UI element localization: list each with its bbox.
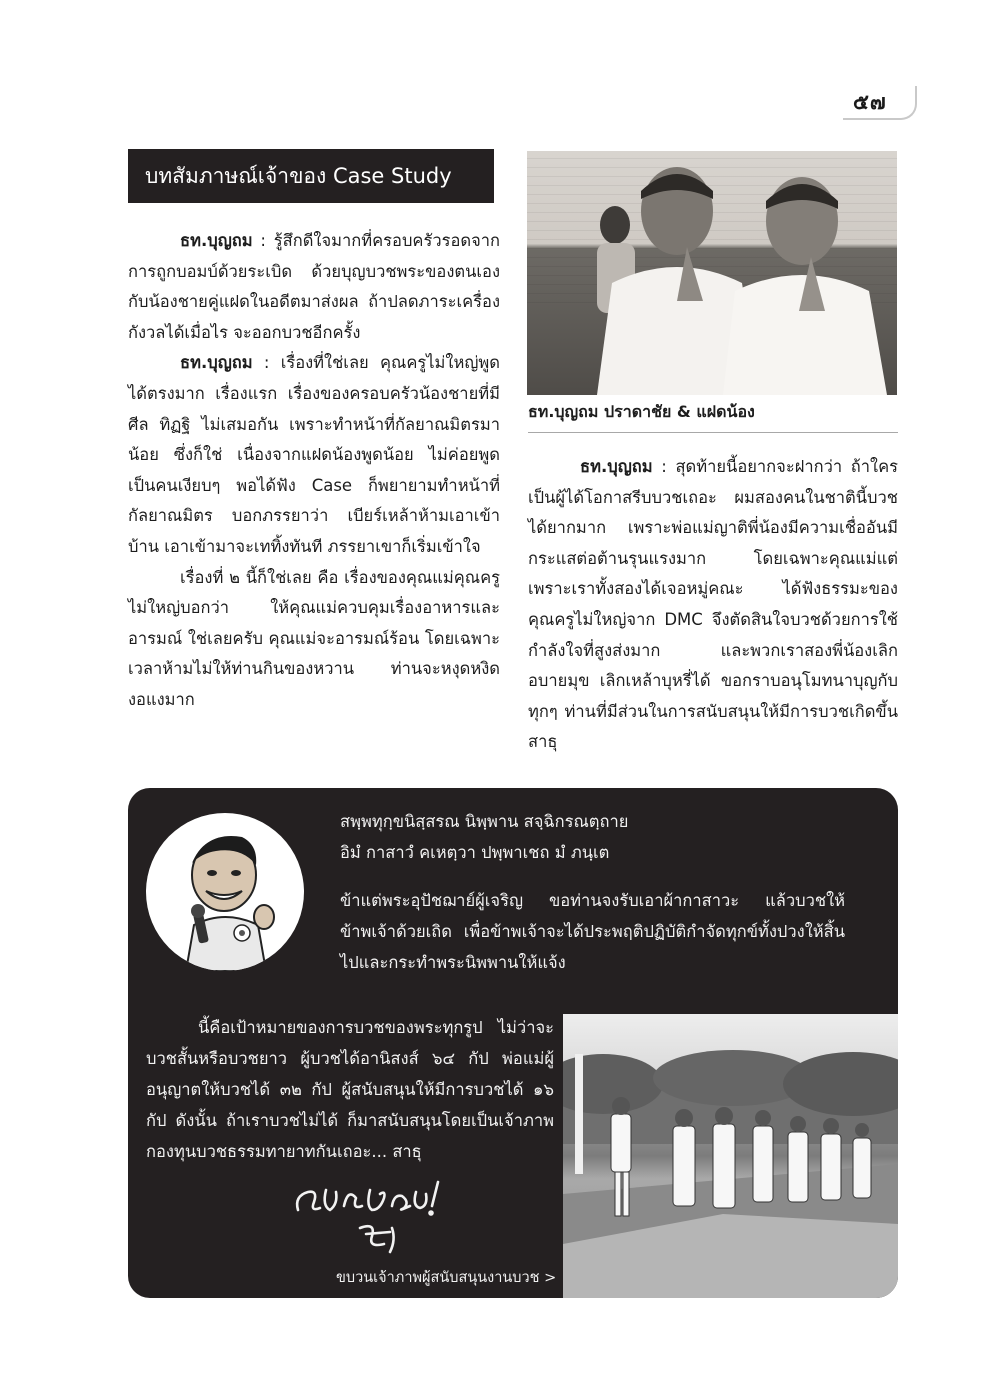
speaker-name: ธท.บุญถม <box>580 457 653 476</box>
pali-translation: ข้าแต่พระอุปัชฌาย์ผู้เจริญ ขอท่านจงรับเอาผ้ากาสาวะ แล้วบวชให้ข้าพเจ้าด้วยเถิด เพื่อข้าพเจ้าจะได้ประพฤติปฏิบัติกำจัดทุกข์ทั้งปวงให้สิ้นไปและกระทำพระนิพพานให้แจ้ง <box>340 891 845 972</box>
page-number: ๕๗ <box>853 90 887 114</box>
speaker-separator: : <box>252 231 274 250</box>
caption-divider <box>528 432 898 433</box>
section-title: บทสัมภาษณ์เจ้าของ Case Study <box>128 149 494 203</box>
goal-paragraph: นี้คือเป้าหมายของการบวชของพระทุกรูป ไม่ว่าจะบวชสั้นหรือบวชยาว ผู้บวชได้อานิสงส์ ๖๔ กัป พ่อแม่ผู้อนุญาตให้บวชได้ ๓๒ กัป ผู้สนับสนุนให้มีการบวชได้ ๑๖ กัป ดังนั้น ถ้าเราบวชไม่ได้ ก็มาสนับสนุนโดยเป็นเจ้าภาพกองทุนบวชธรรมทายาทกันเถอะ... สาธุ <box>146 1018 554 1161</box>
interview-paragraph-2 <box>128 348 500 562</box>
speaker-separator: : <box>252 353 281 373</box>
right-column <box>528 452 898 758</box>
paragraph-text: เรื่องที่ใช่เลย คุณครูไม่ใหญ่พูดได้ตรงมาก เรื่องแรก เรื่องของครอบครัวน้องชายที่มีศีล ทิฏฐิ ไม่เสมอกัน เพราะทำหน้าที่กัลยาณมิตรมาน้อย ซึ่งก็ใช่ เนื่องจากแฝดน้องพูดน้อย ไม่ค่อยพูด เป็นคนเงียบๆ พอได้ฟัง Case ก็พยายามทำหน้าที่กัลยาณมิตร บอกภรรยาว่า เบียร์เหล้าห้ามเอาเข้าบ้าน เอาเข้ามาจะเททิ้งทันที ภรรยาเขาก็เริ่มเข้าใจ <box>128 353 500 556</box>
speaker-separator: : <box>652 457 676 476</box>
photo-caption: ธท.บุญถม ปราดาชัย & แฝดน้อง <box>528 402 755 421</box>
handwritten-signature <box>292 1176 472 1266</box>
ordination-goal-text <box>146 1012 554 1167</box>
paragraph-text: รู้สึกดีใจมากที่ครอบครัวรอดจากการถูกบอมบ์ด้วยระเบิด ด้วยบุญบวชพระของตนเองกับน้องชายคู่แฝดในอดีตมาส่งผล ถ้าปลดภาระเครื่องกังวลได้เมื่อไร จะออกบวชอีกครั้ง <box>128 231 500 342</box>
pali-line-2: อิมํ กาสาวํ คเหตฺวา ปพฺพาเชถ มํ ภนฺเต <box>340 843 610 862</box>
twins-praying-photo <box>527 151 897 395</box>
left-column <box>128 226 500 716</box>
speaker-name: ธท.บุญถม <box>180 231 253 250</box>
paragraph-text: สุดท้ายนี้อยากจะฝากว่า ถ้าใครเป็นผู้ได้โอกาสรีบบวชเถอะ ผมสองคนในชาตินี้บวชได้ยากมาก เพราะพ่อแม่ญาติพี่น้องมีความเชื่ออันมีกระแสต่อต้านรุนแรงมาก โดยเฉพาะคุณแม่แต่เพราะเราทั้งสองได้เจอหมู่คณะ ได้ฟังธรรมะของคุณครูไม่ใหญ่จาก DMC จึงตัดสินใจบวชด้วยการใช้กำลังใจที่สูงส่งมาก และพวกเราสองพี่น้องเลิกอบายมุข เลิกเหล้าบุหรี่ได้ ขอกราบอนุโมทนาบุญกับทุกๆ ท่านที่มีส่วนในการสนับสนุนให้มีการบวชเกิดขึ้น สาธุ <box>528 457 898 752</box>
twins-figures-illustration <box>527 151 897 395</box>
pali-line-1: สพฺพทุกฺขนิสฺสรณ นิพฺพาน สจฺฉิกรณตฺถาย <box>340 812 629 831</box>
procession-caption: ขบวนเจ้าภาพผู้สนับสนุนงานบวช > <box>336 1270 557 1286</box>
cartoon-man-with-microphone-illustration <box>146 813 304 971</box>
interview-paragraph-1 <box>128 226 500 348</box>
pali-verse <box>340 806 870 868</box>
speaker-name: ธท.บุญถม <box>180 353 253 373</box>
interview-paragraph-3: เรื่องที่ ๒ นี้ก็ใช่เลย คือ เรื่องของคุณแม่คุณครูไม่ใหญ่บอกว่า ให้คุณแม่ควบคุมเรื่องอาหารและอารมณ์ ใช่เลยครับ คุณแม่จะอารมณ์ร้อน โดยเฉพาะเวลาห้ามไม่ให้ท่านกินของหวาน ท่านจะหงุดหงิดงอแงมาก <box>128 567 500 709</box>
cartoon-avatar <box>146 813 304 971</box>
procession-photo <box>563 1014 898 1298</box>
interview-paragraph-4 <box>528 452 898 758</box>
ordination-procession-illustration <box>563 1014 898 1298</box>
